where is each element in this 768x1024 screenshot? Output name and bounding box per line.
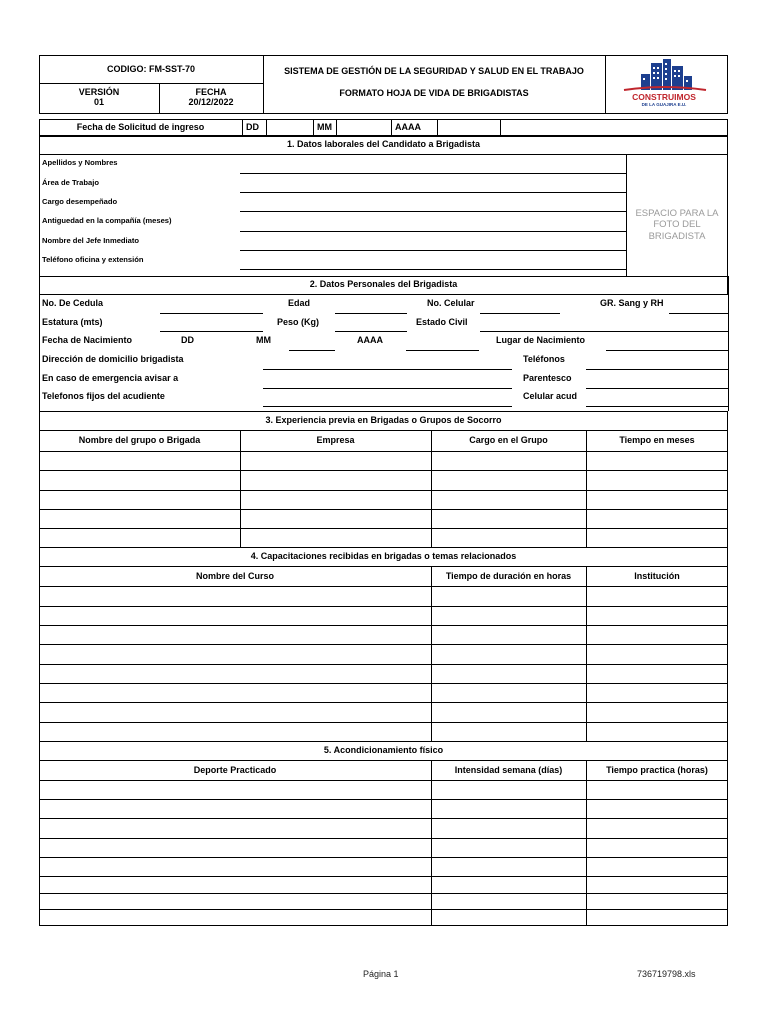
lugar-nacimiento-input-line[interactable] [606,350,728,351]
section-4-title: 4. Capacitaciones recibidas en brigadas o temas relacionados [250,551,517,561]
direccion-label: Dirección de domicilio brigadista [42,354,184,364]
table-row[interactable] [39,586,728,587]
peso-input-line[interactable] [335,331,407,332]
table-row[interactable] [39,857,728,858]
telefonos-fijos-label: Telefonos fijos del acudiente [42,391,165,401]
table-row[interactable] [39,909,728,910]
table-row[interactable] [39,606,728,607]
peso-label: Peso (Kg) [277,317,320,327]
celular-acud-label: Celular acud [523,391,578,401]
table-row[interactable] [39,664,728,665]
telefonos-input-line[interactable] [586,369,728,370]
fecha-value: 20/12/2022 [188,97,234,107]
input-line-telefono-oficina[interactable] [240,269,626,270]
col-header-cargo-grupo: Cargo en el Grupo [469,435,548,445]
estado-civil-label: Estado Civil [416,317,468,327]
lugar-nacimiento-label: Lugar de Nacimiento [496,335,586,345]
section-3-title: 3. Experiencia previa en Brigadas o Grupos de Socorro [265,415,502,425]
table-row[interactable] [39,722,728,723]
emergencia-label: En caso de emergencia avisar a [42,373,179,383]
request-date-label: Fecha de Solicitud de ingreso [76,122,205,132]
table-row[interactable] [39,876,728,877]
table-row[interactable] [39,799,728,800]
field-label-telefono-oficina: Teléfono oficina y extensión [42,255,144,264]
version-value: 01 [93,97,104,107]
field-label-jefe: Nombre del Jefe Inmediato [42,236,140,245]
estatura-input-line[interactable] [160,331,263,332]
field-label-area: Área de Trabajo [42,178,99,187]
col-header-grupo: Nombre del grupo o Brigada [78,435,201,445]
form-title: FORMATO HOJA DE VIDA DE BRIGADISTAS [339,88,529,98]
table-row[interactable] [39,625,728,626]
field-label-antiguedad: Antiguedad en la compañía (meses) [42,216,172,225]
nacimiento-label: Fecha de Nacimiento [42,335,133,345]
parentesco-input-line[interactable] [586,388,728,389]
edad-input-line[interactable] [335,313,407,314]
estado-civil-input-line[interactable] [480,331,728,332]
field-label-cargo: Cargo desempeñado [42,197,118,206]
request-aaaa-label: AAAA [395,122,421,132]
celular-label: No. Celular [427,298,475,308]
table-row[interactable] [39,893,728,894]
table-row[interactable] [39,451,728,452]
table-row[interactable] [39,528,728,529]
nacimiento-aaaa-input-line[interactable] [406,350,479,351]
direccion-input-line[interactable] [263,369,512,370]
table-row[interactable] [39,509,728,510]
request-dd-label: DD [246,122,259,132]
col-header-tiempo-practica: Tiempo practica (horas) [606,765,708,775]
input-line-cargo[interactable] [240,211,626,212]
nacimiento-mm-input-line[interactable] [289,350,335,351]
request-mm-label: MM [317,122,332,132]
file-name: 736719798.xls [637,969,696,979]
field-label-nombres: Apellidos y Nombres [42,158,118,167]
section-2-title: 2. Datos Personales del Brigadista [309,279,458,289]
col-header-deporte: Deporte Practicado [193,765,277,775]
codigo-label: CODIGO: FM-SST-70 [106,64,195,74]
nacimiento-mm-label: MM [256,335,271,345]
page-number: Página 1 [363,969,399,979]
input-line-area[interactable] [240,192,626,193]
company-logo [614,57,714,113]
emergencia-input-line[interactable] [263,388,512,389]
version-label: VERSIÓN [78,87,120,97]
logo-subtitle: DE LA GUAJIRA E.U. [641,102,687,107]
col-header-duracion: Tiempo de duración en horas [445,571,572,581]
table-row[interactable] [39,490,728,491]
system-title: SISTEMA DE GESTIÓN DE LA SEGURIDAD Y SALUD EN EL TRABAJO [284,66,584,76]
table-row[interactable] [39,644,728,645]
telefonos-label: Teléfonos [523,354,565,364]
cedula-label: No. De Cedula [42,298,104,308]
photo-placeholder[interactable]: ESPACIO PARA LA FOTO DEL BRIGADISTA [635,208,719,242]
section-5-title: 5. Acondicionamiento físico [323,745,444,755]
col-header-institucion: Institución [634,571,680,581]
input-line-antiguedad[interactable] [240,231,626,232]
input-line-jefe[interactable] [240,250,626,251]
celular-input-line[interactable] [480,313,560,314]
section-1-title: 1. Datos laborales del Candidato a Brigadista [286,139,481,149]
table-row[interactable] [39,683,728,684]
parentesco-label: Parentesco [523,373,572,383]
table-row[interactable] [39,470,728,471]
logo-name: CONSTRUIMOS [632,92,696,102]
col-header-empresa: Empresa [316,435,355,445]
cedula-input-line[interactable] [160,313,263,314]
telefonos-fijos-input-line[interactable] [263,406,512,407]
sangre-input-line[interactable] [669,313,728,314]
input-line-nombres[interactable] [240,173,626,174]
edad-label: Edad [288,298,311,308]
col-header-tiempo-meses: Tiempo en meses [619,435,695,445]
fecha-label: FECHA [195,87,227,97]
col-header-intensidad: Intensidad semana (días) [454,765,563,775]
nacimiento-aaaa-label: AAAA [357,335,383,345]
table-row[interactable] [39,838,728,839]
celular-acud-input-line[interactable] [586,406,728,407]
col-header-curso: Nombre del Curso [195,571,274,581]
sangre-label: GR. Sang y RH [600,298,664,308]
estatura-label: Estatura (mts) [42,317,103,327]
table-row[interactable] [39,818,728,819]
nacimiento-dd-label: DD [181,335,194,345]
table-row[interactable] [39,780,728,781]
table-row[interactable] [39,702,728,703]
